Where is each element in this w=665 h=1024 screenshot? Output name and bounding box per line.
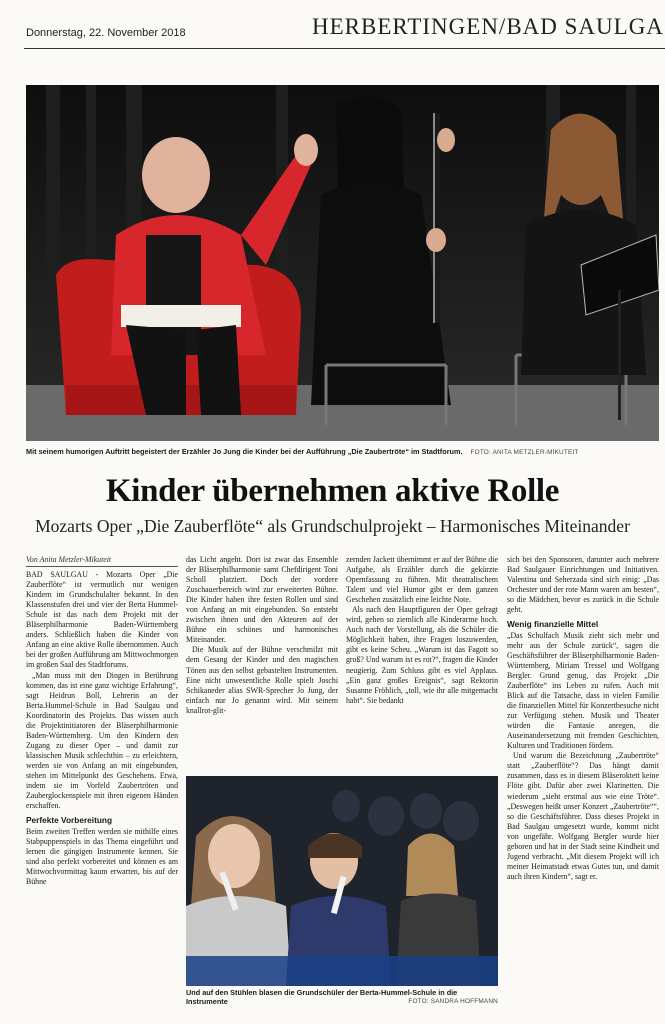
paragraph: Und warum die Bezeichnung „Zaubertröte“ statt „Zauberflöte“? Das hängt damit zusammen, dass es in diesem Bläseroktett keine Flöte gibt. Dafür aber zwei Klarinetten. Die wiederum „sieht erstmal aus wie eine Tröte“. „Deswegen heißt unser Konzert „Zaubertröte““, so die Geschäftsführer. Dass dieses Projekt in Bad Saulgau umgesetzt wurde, kommt nicht von ungefähr. Wolfgang Bergler wurde hier geboren und hat in der Stadt seine Kindheit und Jugend verbracht. „Mit diesem Projekt will ich meiner Heimatstadt etwas Gutes tun, und damit auch ihren Kindern“, sagt er. <box>507 751 659 881</box>
paragraph: „Das Schulfach Musik zieht sich mehr und mehr aus der Schule zurück“, sagen die Geschäftsführer der Bläserphilharmonie Baden-Württemberg, Miriam Tressel und Wolfgang Bergler. Grund genug, das Projekt „Die Zauberflöte“ ins Leben zu rufen. Auch mit Blick auf die Tatsache, dass in vielen Familie die finanziellen Mittel für Konzertbesuche nicht zur Verfügung stehen. Musik und Theater würden die Fantasie anregen, die Auseinandersetzung mit fremden Geschichten, Kulturen und Traditionen fördern. <box>507 630 659 751</box>
section-title: HERBERTINGEN/BAD SAULGA <box>312 14 664 39</box>
caption-text: Mit seinem humorigen Auftritt begeistert der Erzähler Jo Jung die Kinder bei der Aufführung „Die Zaubertröte“ im Stadtforum. <box>26 447 463 456</box>
subheading: Perfekte Vorbereitung <box>26 815 113 826</box>
bottom-photo-caption <box>186 988 498 1006</box>
subheading: Wenig finanzielle Mittel <box>507 619 599 630</box>
bottom-photo <box>186 776 498 986</box>
article-column-3 <box>346 555 498 706</box>
article-column-4 <box>507 555 659 882</box>
paragraph: zernden Jackett übernimmt er auf der Bühne die Aufgabe, als Erzähler durch die gekürzte Opernfassung zu führen. Mit theatralischem Talent und viel Humor gibt er dem ganzen Geschehen zusätzlich eine leichte Note. <box>346 555 498 605</box>
paragraph: „Man muss mit den Dingen in Berührung kommen, das ist eine ganz wichtige Erfahrung“, sagt Heidrun Boll, Lehrerin an der Berta.Hummel-Schule in Bad Saulgau und Koordinatorin des Projekts. Das wissen auch die Projektinitiatoren der Bläserphilharmonie Baden-Württemberg. Um den Kindern den Zugang zu dieser Oper – und damit zur klassischen Musik schlechthin – zu erleichtern, werden sie von Anfang an mit eingebunden, stehen im Mittelpunkt des Geschehens. Etwa, indem sie im Vorfeld Zaubertröten und Zauberglockenspiele mit ihren eigenen Händen erschaffen. <box>26 670 178 811</box>
paragraph: das Licht angeht. Dort ist zwar das Ensemble der Bläserphilharmonie samt Chefdirigent Toni Scholl platziert. Doch der vordere Zuschauerbereich wird zur erweiterten Bühne. Die Kinder haben ihre festen Rollen und sind von Anfang an mit eingebunden. So entsteht zwischen ihnen und den Akteuren auf der Bühne ein schönes und harmonisches Miteinander. <box>186 555 338 645</box>
article-column-2 <box>186 555 338 716</box>
paragraph: sich bei den Sponsoren, darunter auch mehrere Bad Saulgauer Einrichtungen und Initiativen. Valentina und Seherzada sind sich einig: „Das Orchester und der rote Mann waren am besten“, so die Mädchen, bevor es zurück in die Schule geht. <box>507 555 659 615</box>
top-photo-caption <box>26 447 659 456</box>
paragraph: Die Musik auf der Bühne verschmilzt mit dem Gesang der Kinder und den magischen Tönen aus den selbst gebastelten Instrumenten. Eine nicht unwesentliche Rolle spielt Joschi Schikaneder alias SWR-Sprecher Jo Jung, der einfach nur Jo genannt wird. Mit seinem knallrot-glit- <box>186 645 338 715</box>
paragraph: Als nach den Hauptfiguren der Oper gefragt wird, gehen so ziemlich alle Kinderarme hoch. Auch nach der Vorstellung, als die Schüler die Möglichkeit haben, ihre Fragen loszuwerden, gibt es keine Scheu. „Warum ist das Fagott so groß? Und warum ist es rot?“, fragen die Kinder neugierig. Zum Schluss gibt es viel Applaus. „Ein ganz großes Ereignis“, sagt Rektorin Susanne Fröhlich, „toll, wie ihr alle mitgemacht habt“. Sie bedankt <box>346 605 498 705</box>
article-column-1 <box>26 555 178 887</box>
photo-credit: FOTO: ANITA METZLER-MIKUTEIT <box>470 449 579 456</box>
paragraph: Beim zweiten Treffen werden sie mithilfe eines Stabpuppenspiels in das Thema eingeführt und lernen die gängigen Instrumente kennen. Sie sind also perfekt vorbereitet und können es am Mittwochvormittag kaum erwarten, bis auf der Bühne <box>26 826 178 886</box>
top-photo <box>26 85 659 441</box>
paragraph-text: - Mozarts Oper „Die Zauberflöte“ ist vermutlich nur wenigen Kindern im Grundschulalter bekannt. In den Klassenstufen drei und vier der Berta Hummel-Schule ist das nach dem Projekt mit der Bläserphilharmonie Baden-Württemberg anders. Schließlich haben die Kinder von Anfang an eine aktive Rolle übernommen. Auch bei der großen Aufführung am Mittwochmorgen im großen Saal des Stadtforums. <box>26 570 178 670</box>
paragraph <box>26 570 178 670</box>
photo-credit: FOTO: SANDRA HOFFMANN <box>408 998 498 1005</box>
subheadline: Mozarts Oper „Die Zauberflöte“ als Grundschulprojekt – Harmonisches Miteinander <box>35 516 630 536</box>
caption-text: Und auf den Stühlen blasen die Grundschüler der Berta-Hummel-Schule in die Instrumente <box>186 988 458 1006</box>
byline: Von Anita Metzler-Mikuteit <box>26 555 178 567</box>
issue-date: Donnerstag, 22. November 2018 <box>26 27 186 39</box>
header-rule <box>24 48 665 49</box>
dateline: BAD SAULGAU <box>26 570 88 580</box>
headline: Kinder übernehmen aktive Rolle <box>105 473 560 509</box>
